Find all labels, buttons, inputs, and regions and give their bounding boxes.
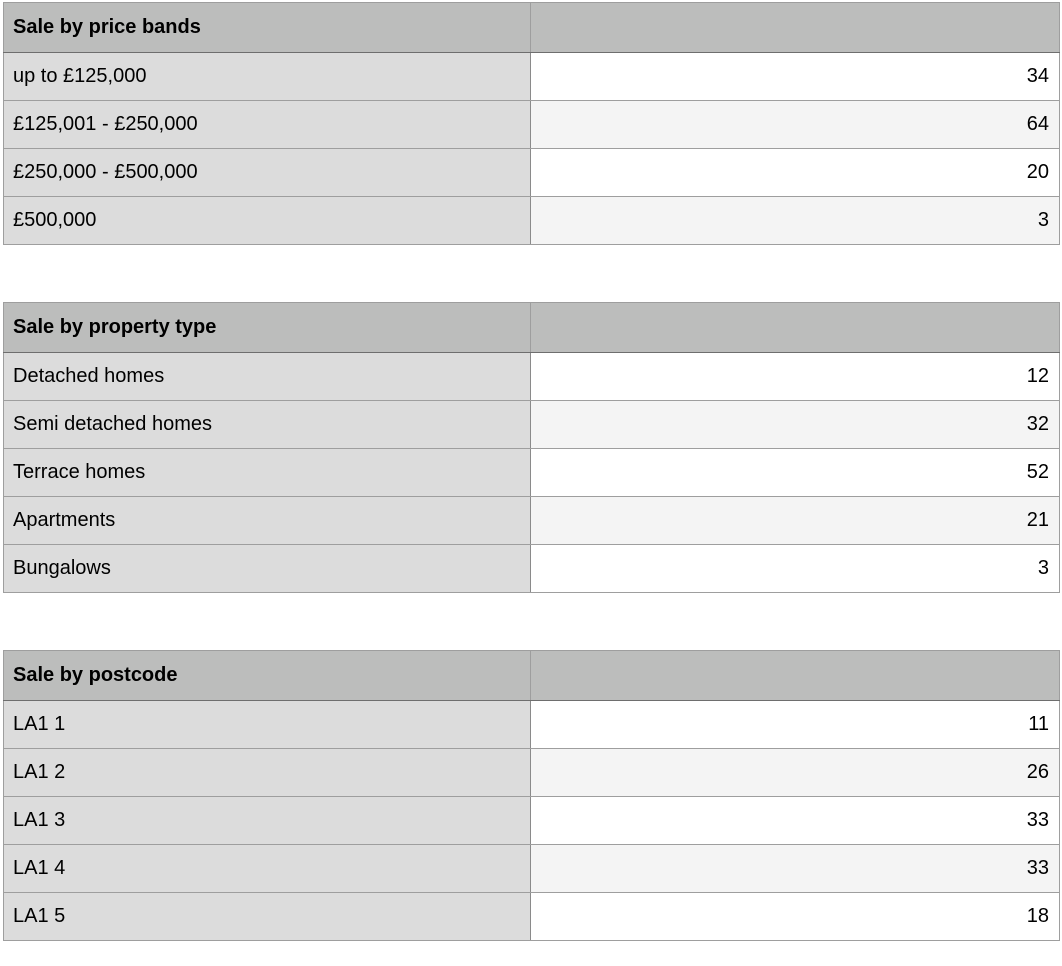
row-label: LA1 3 (4, 797, 531, 845)
table-row (4, 893, 1060, 941)
row-label: LA1 5 (4, 893, 531, 941)
row-value: 11 (531, 701, 1060, 749)
row-label: up to £125,000 (4, 53, 531, 101)
row-label: LA1 2 (4, 749, 531, 797)
row-label: Apartments (4, 497, 531, 545)
table-row (4, 101, 1060, 149)
row-label: Bungalows (4, 545, 531, 593)
row-value: 20 (531, 149, 1060, 197)
row-value: 33 (531, 797, 1060, 845)
header-empty-cell (531, 3, 1060, 53)
row-value: 64 (531, 101, 1060, 149)
table-title: Sale by postcode (4, 651, 531, 701)
price-bands-table (3, 2, 1060, 245)
table-row (4, 845, 1060, 893)
table-spacer (3, 593, 1059, 650)
table-row (4, 701, 1060, 749)
row-label: Detached homes (4, 353, 531, 401)
postcode-table (3, 650, 1060, 941)
row-label: Terrace homes (4, 449, 531, 497)
header-empty-cell (531, 651, 1060, 701)
row-label: £125,001 - £250,000 (4, 101, 531, 149)
table-row (4, 401, 1060, 449)
row-value: 34 (531, 53, 1060, 101)
table-header-row (4, 3, 1060, 53)
table-title: Sale by price bands (4, 3, 531, 53)
table-row (4, 749, 1060, 797)
table-row (4, 497, 1060, 545)
table-header-row (4, 651, 1060, 701)
row-label: LA1 1 (4, 701, 531, 749)
table-row (4, 449, 1060, 497)
table-row (4, 149, 1060, 197)
table-row (4, 53, 1060, 101)
property-type-table (3, 302, 1060, 593)
table-header-row (4, 303, 1060, 353)
row-value: 52 (531, 449, 1060, 497)
row-value: 21 (531, 497, 1060, 545)
table-row (4, 353, 1060, 401)
row-value: 18 (531, 893, 1060, 941)
row-value: 12 (531, 353, 1060, 401)
row-value: 33 (531, 845, 1060, 893)
row-value: 3 (531, 545, 1060, 593)
table-title: Sale by property type (4, 303, 531, 353)
table-row (4, 545, 1060, 593)
header-empty-cell (531, 303, 1060, 353)
row-label: £250,000 - £500,000 (4, 149, 531, 197)
table-spacer (3, 245, 1059, 302)
table-row (4, 197, 1060, 245)
row-label: £500,000 (4, 197, 531, 245)
row-label: LA1 4 (4, 845, 531, 893)
row-label: Semi detached homes (4, 401, 531, 449)
row-value: 32 (531, 401, 1060, 449)
row-value: 3 (531, 197, 1060, 245)
table-row (4, 797, 1060, 845)
row-value: 26 (531, 749, 1060, 797)
tables-container (3, 2, 1059, 941)
